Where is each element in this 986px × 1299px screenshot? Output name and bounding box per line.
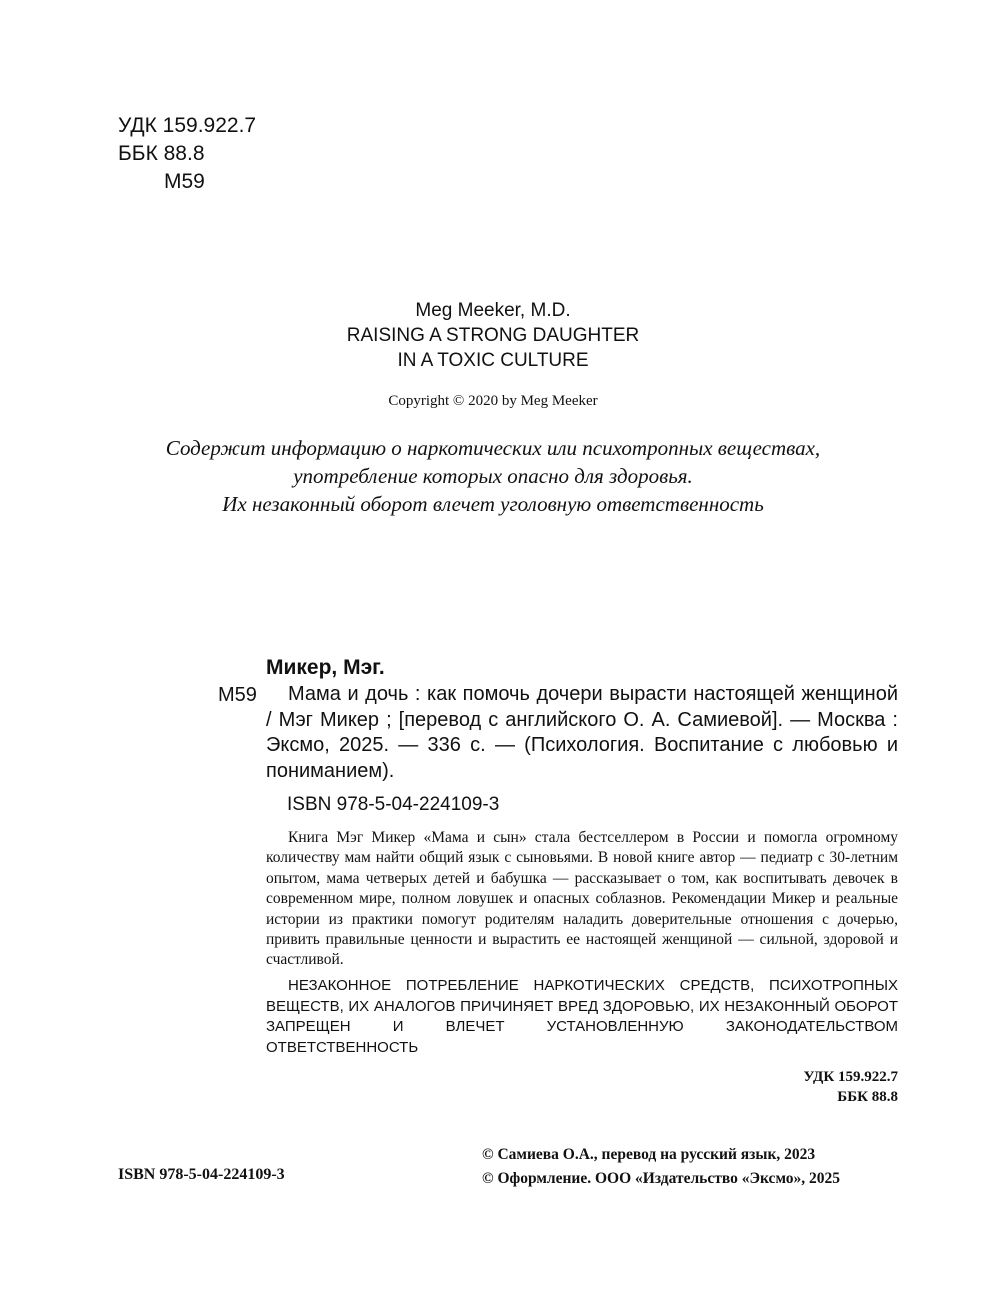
footer-copyrights [482,1143,840,1191]
classification-block [118,112,256,196]
catalog-author-heading: Микер, Мэг. [266,656,385,679]
catalog-annotation: Книга Мэг Микер «Мама и сын» стала бестселлером в России и помогла огромному количеству мам найти общий язык с сыновьями. В новой книге автор — педиатр с 30-летним опытом, мама четверых детей и бабушка — рассказывает о том, как воспитывать девочек в современном мире, полном ловушек и опасных соблазнов. Рекомендации Микер и реальные истории из практики помогут родителям наладить доверительные отношения с дочерью, привить правильные ценности и вырастить ее настоящей женщиной — сильной, здоровой и счастливой. [266,829,898,969]
footer-isbn: ISBN 978-5-04-224109-3 [118,1166,285,1183]
legal-notice: НЕЗАКОННОЕ ПОТРЕБЛЕНИЕ НАРКОТИЧЕСКИХ СРЕДСТВ, ПСИХОТРОПНЫХ ВЕЩЕСТВ, ИХ АНАЛОГОВ ПРИЧИНЯЕТ ВРЕД ЗДОРОВЬЮ, ИХ НЕЗАКОННЫЙ ОБОРОТ ЗАПРЕЩЕН И ВЛЕЧЕТ УСТАНОВЛЕННУЮ ЗАКОНОДАТЕЛЬСТВОМ ОТВЕТСТВЕННОСТЬ [266,977,898,1056]
warning-line2: употребление которых опасно для здоровья. [293,464,693,488]
original-edition-block [0,298,986,373]
catalog-isbn: ISBN 978-5-04-224109-3 [287,794,500,815]
bbk-code: ББК 88.8 [118,142,205,165]
catalog-classification [804,1067,898,1107]
udk-code: УДК 159.922.7 [118,114,257,137]
warning-line1: Содержит информацию о наркотических или психотропных веществах, [165,436,821,460]
catalog-description: Мама и дочь : как помочь дочери вырасти настоящей женщиной / Мэг Микер ; [перевод с английского О. А. Самиевой]. — Москва : Эксмо, 2025. — 336 с. — (Психология. Воспитание с любовью и пониманием). [266,683,898,782]
original-author: Meg Meeker, M.D. [415,300,571,321]
original-copyright: Copyright © 2020 by Meg Meeker [388,393,598,409]
copyright-translation: © Самиева О.А., перевод на русский язык, 2023 [482,1146,816,1163]
original-title-line2: IN A TOXIC CULTURE [397,350,589,371]
author-mark: М59 [164,170,205,193]
catalog-bbk: ББК 88.8 [837,1089,898,1105]
catalog-code: М59 [218,684,257,706]
warning-line3: Их незаконный оборот влечет уголовную ответственность [222,492,764,516]
original-title-line1: RAISING A STRONG DAUGHTER [346,325,640,346]
catalog-udk: УДК 159.922.7 [803,1069,898,1085]
copyright-design: © Оформление. ООО «Издательство «Эксмо», 2025 [482,1170,841,1187]
drug-warning [0,434,986,518]
